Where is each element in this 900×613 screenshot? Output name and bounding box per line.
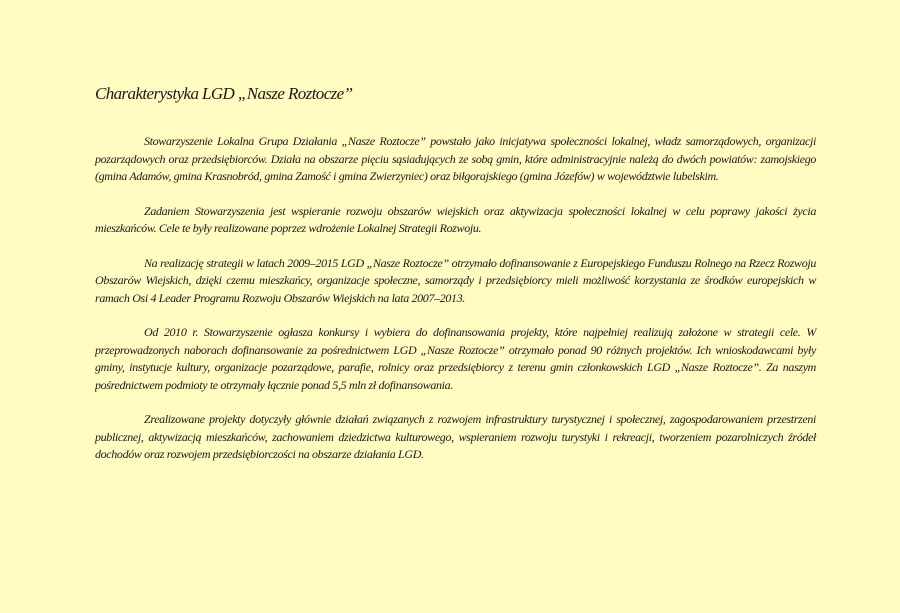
paragraph-funding: Na realizację strategii w latach 2009–2015 LGD „Nasze Roztocze” otrzymało dofinansowanie z Europejskiego Funduszu Rolnego na Rzecz Rozwoju Obszarów Wiejskich, dzięki czemu mieszkańcy, organizacje społeczne, samorządy i przedsiębiorcy mieli możliwość korzystania ze środków europejskich w ramach Osi 4 Leader Programu Rozwoju Obszarów Wiejskich na lata 2007–2013.	[95, 255, 816, 305]
paragraph-projects: Zrealizowane projekty dotyczyły głównie działań związanych z rozwojem infrastruktury turystycznej i społecznej, zagospodarowaniem przestrzeni publicznej, aktywizacją mieszkańców, zachowaniem dziedzictwa kulturowego, wspieraniem rozwoju turystyki i rekreacji, tworzeniem pozarolniczych źródeł dochodów oraz rozwojem przedsiębiorczości na obszarze działania LGD.	[95, 412, 816, 461]
page-title: Charakterystyka LGD „Nasze Roztocze”	[95, 84, 353, 103]
paragraph-competitions: Od 2010 r. Stowarzyszenie ogłasza konkursy i wybiera do dofinansowania projekty, które najpełniej realizują założone w strategii cele. W przeprowadzonych naborach dofinansowanie za pośrednictwem LGD „Nasze Roztocze” otrzymało ponad 90 różnych projektów. Ich wnioskodawcami były gminy, instytucje kultury, organizacje pozarządowe, parafie, rolnicy oraz przedsiębiorcy z terenu gmin członkowskich LGD „Nasze Roztocze”. Za naszym pośrednictwem podmioty te otrzymały łącznie ponad 5,5 mln zł dofinansowania.	[95, 325, 816, 392]
document-body	[95, 83, 816, 481]
paragraph-origin: Stowarzyszenie Lokalna Grupa Działania „Nasze Roztocze” powstało jako inicjatywa społeczności lokalnej, władz samorządowych, organizacji pozarządowych oraz przedsiębiorców. Działa na obszarze pięciu sąsiadujących ze sobą gmin, które administracyjnie należą do dwóch powiatów: zamojskiego (gmina Adamów, gmina Krasnobród, gmina Zamość i gmina Zwierzyniec) oraz biłgorajskiego (gmina Józefów) w województwie lubelskim.	[95, 134, 816, 183]
paragraph-mission: Zadaniem Stowarzyszenia jest wspieranie rozwoju obszarów wiejskich oraz aktywizacja społeczności lokalnej w celu poprawy jakości życia mieszkańców. Cele te były realizowane poprzez wdrożenie Lokalnej Strategii Rozwoju.	[95, 203, 816, 235]
